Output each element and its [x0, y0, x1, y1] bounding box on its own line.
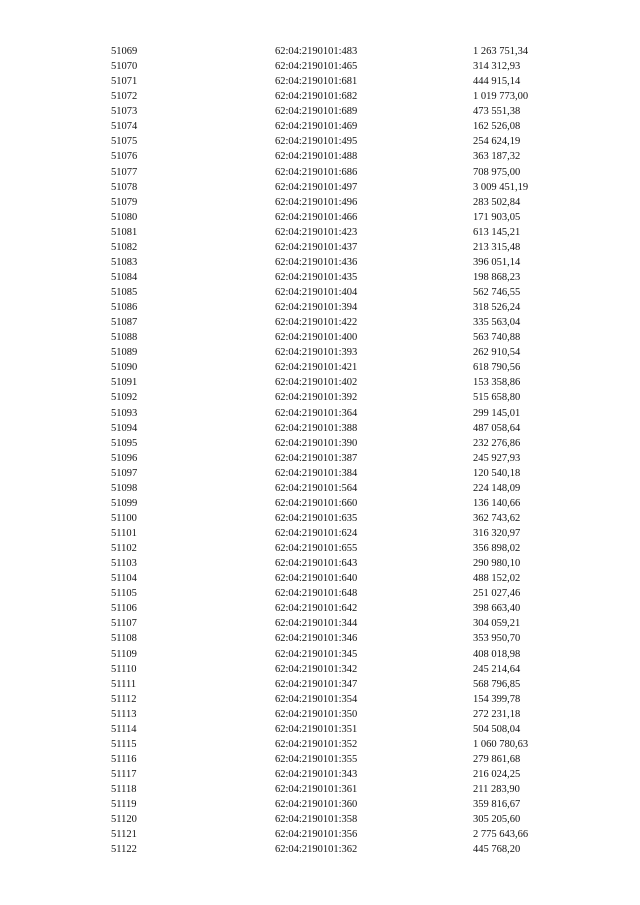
table-row [0, 165, 640, 180]
cadastral-number: 62:04:2190101:682 [275, 91, 358, 103]
cadastral-value: 154 399,78 [473, 693, 521, 705]
cadastral-number: 62:04:2190101:402 [275, 377, 358, 389]
row-number: 51116 [111, 753, 137, 765]
table-row [0, 541, 640, 556]
cadastral-value: 299 145,01 [473, 407, 521, 419]
cadastral-value: 153 358,86 [473, 377, 521, 389]
cadastral-value: 224 148,09 [473, 482, 521, 494]
row-number: 51100 [111, 512, 137, 524]
table-row [0, 59, 640, 74]
table-row [0, 104, 640, 119]
row-number: 51069 [111, 46, 138, 57]
cadastral-value: 136 140,66 [473, 497, 521, 509]
cadastral-number: 62:04:2190101:361 [275, 784, 358, 796]
cadastral-number: 62:04:2190101:564 [275, 482, 358, 494]
table-row [0, 270, 640, 285]
cadastral-number: 62:04:2190101:343 [275, 769, 358, 780]
table-row [0, 285, 640, 300]
table-row [0, 180, 640, 195]
table-row [0, 255, 640, 270]
cadastral-value: 396 051,14 [473, 256, 521, 268]
cadastral-number: 62:04:2190101:681 [275, 76, 358, 88]
cadastral-value: 408 018,98 [473, 648, 521, 660]
table-row [0, 360, 640, 375]
table-row [0, 601, 640, 616]
row-number: 51075 [111, 136, 138, 148]
cadastral-number: 62:04:2190101:355 [275, 753, 358, 765]
cadastral-value: 3 009 451,19 [473, 181, 529, 193]
cadastral-number: 62:04:2190101:347 [275, 678, 358, 690]
cadastral-number: 62:04:2190101:354 [275, 693, 358, 705]
row-number: 51077 [111, 166, 138, 178]
cadastral-value: 1 019 773,00 [473, 91, 529, 103]
cadastral-number: 62:04:2190101:342 [275, 663, 358, 675]
row-number: 51085 [111, 287, 138, 298]
row-number: 51095 [111, 437, 138, 449]
table-row [0, 315, 640, 330]
cadastral-value: 290 980,10 [473, 558, 521, 570]
cadastral-number: 62:04:2190101:660 [275, 497, 358, 509]
table-row [0, 511, 640, 526]
row-number: 51078 [111, 181, 138, 193]
cadastral-number: 62:04:2190101:390 [275, 437, 358, 449]
cadastral-value: 515 658,80 [473, 392, 521, 404]
cadastral-value: 568 796,85 [473, 678, 521, 690]
table-row [0, 827, 640, 842]
row-number: 51092 [111, 392, 138, 404]
cadastral-value: 473 551,38 [473, 106, 521, 118]
row-number: 51076 [111, 151, 138, 163]
row-number: 51081 [111, 226, 138, 238]
cadastral-value: 162 526,08 [473, 121, 521, 133]
cadastral-value: 283 502,84 [473, 196, 521, 208]
table-row [0, 767, 640, 782]
row-number: 51074 [111, 121, 138, 133]
cadastral-number: 62:04:2190101:624 [275, 528, 358, 539]
cadastral-value: 504 508,04 [473, 723, 521, 735]
row-number: 51087 [111, 317, 138, 329]
table-row [0, 752, 640, 767]
table-row [0, 812, 640, 827]
table-row [0, 556, 640, 571]
cadastral-value: 618 790,56 [473, 362, 521, 374]
row-number: 51082 [111, 241, 138, 253]
table-row [0, 722, 640, 737]
cadastral-value: 318 526,24 [473, 302, 521, 314]
cadastral-number: 62:04:2190101:423 [275, 226, 358, 238]
cadastral-number: 62:04:2190101:384 [275, 467, 358, 479]
cadastral-value: 120 540,18 [473, 467, 521, 479]
cadastral-number: 62:04:2190101:350 [275, 708, 358, 720]
cadastral-value: 488 152,02 [473, 573, 521, 585]
cadastral-number: 62:04:2190101:497 [275, 181, 358, 193]
cadastral-value: 613 145,21 [473, 226, 521, 238]
row-number: 51094 [111, 422, 138, 434]
table-row [0, 300, 640, 315]
table-row [0, 451, 640, 466]
table-row [0, 74, 640, 89]
cadastral-value: 305 205,60 [473, 814, 521, 826]
cadastral-value: 304 059,21 [473, 618, 521, 630]
cadastral-number: 62:04:2190101:346 [275, 633, 358, 645]
row-number: 51099 [111, 497, 138, 509]
row-number: 51113 [111, 708, 137, 720]
cadastral-number: 62:04:2190101:635 [275, 512, 358, 524]
row-number: 51103 [111, 558, 137, 570]
row-number: 51073 [111, 106, 138, 118]
table-row [0, 225, 640, 240]
table-row [0, 119, 640, 134]
cadastral-number: 62:04:2190101:643 [275, 558, 358, 570]
row-number: 51106 [111, 603, 137, 615]
table-row [0, 662, 640, 677]
cadastral-number: 62:04:2190101:421 [275, 362, 358, 374]
cadastral-number: 62:04:2190101:495 [275, 136, 358, 148]
cadastral-number: 62:04:2190101:689 [275, 106, 358, 118]
table-row [0, 586, 640, 601]
cadastral-value: 363 187,32 [473, 151, 521, 163]
cadastral-number: 62:04:2190101:392 [275, 392, 358, 404]
row-number: 51089 [111, 347, 138, 359]
cadastral-number: 62:04:2190101:400 [275, 332, 358, 344]
cadastral-number: 62:04:2190101:344 [275, 618, 358, 630]
cadastral-number: 62:04:2190101:394 [275, 302, 358, 314]
row-number: 51070 [111, 61, 138, 73]
row-number: 51108 [111, 633, 137, 645]
cadastral-number: 62:04:2190101:436 [275, 256, 358, 268]
table-row [0, 210, 640, 225]
table-row [0, 842, 640, 857]
table-row [0, 406, 640, 421]
row-number: 51115 [111, 738, 137, 750]
cadastral-number: 62:04:2190101:351 [275, 723, 358, 735]
cadastral-number: 62:04:2190101:648 [275, 588, 358, 600]
cadastral-number: 62:04:2190101:422 [275, 317, 358, 329]
row-number: 51112 [111, 693, 137, 705]
table-row [0, 677, 640, 692]
cadastral-value: 216 024,25 [473, 769, 521, 780]
row-number: 51119 [111, 799, 137, 811]
row-number: 51104 [111, 573, 137, 585]
cadastral-value: 398 663,40 [473, 603, 521, 615]
row-number: 51080 [111, 211, 138, 223]
cadastral-number: 62:04:2190101:404 [275, 287, 358, 298]
cadastral-value: 708 975,00 [473, 166, 521, 178]
cadastral-value: 251 027,46 [473, 588, 521, 600]
row-number: 51118 [111, 784, 137, 796]
cadastral-number: 62:04:2190101:393 [275, 347, 358, 359]
cadastral-value: 487 058,64 [473, 422, 521, 434]
table-row [0, 526, 640, 541]
cadastral-value-table [0, 44, 640, 857]
table-row [0, 782, 640, 797]
cadastral-number: 62:04:2190101:488 [275, 151, 358, 163]
row-number: 51109 [111, 648, 137, 660]
cadastral-number: 62:04:2190101:469 [275, 121, 358, 133]
cadastral-number: 62:04:2190101:387 [275, 452, 358, 464]
row-number: 51101 [111, 528, 137, 539]
cadastral-number: 62:04:2190101:352 [275, 738, 358, 750]
table-row [0, 134, 640, 149]
row-number: 51096 [111, 452, 138, 464]
cadastral-value: 262 910,54 [473, 347, 521, 359]
table-row [0, 44, 640, 59]
cadastral-value: 171 903,05 [473, 211, 521, 223]
table-row [0, 149, 640, 164]
row-number: 51105 [111, 588, 137, 600]
row-number: 51090 [111, 362, 138, 374]
table-row [0, 345, 640, 360]
cadastral-value: 1 060 780,63 [473, 738, 529, 750]
row-number: 51098 [111, 482, 138, 494]
cadastral-number: 62:04:2190101:437 [275, 241, 358, 253]
table-row [0, 195, 640, 210]
cadastral-number: 62:04:2190101:466 [275, 211, 358, 223]
row-number: 51107 [111, 618, 137, 630]
table-row [0, 330, 640, 345]
row-number: 51110 [111, 663, 137, 675]
cadastral-value: 314 312,93 [473, 61, 521, 73]
table-row [0, 707, 640, 722]
row-number: 51102 [111, 543, 137, 555]
cadastral-number: 62:04:2190101:435 [275, 271, 358, 283]
cadastral-value: 316 320,97 [473, 528, 521, 539]
cadastral-number: 62:04:2190101:686 [275, 166, 358, 178]
table-row [0, 647, 640, 662]
cadastral-value: 562 746,55 [473, 287, 521, 298]
table-row [0, 421, 640, 436]
row-number: 51111 [111, 678, 137, 690]
cadastral-number: 62:04:2190101:640 [275, 573, 358, 585]
cadastral-value: 272 231,18 [473, 708, 521, 720]
cadastral-value: 362 743,62 [473, 512, 521, 524]
row-number: 51072 [111, 91, 138, 103]
table-row [0, 616, 640, 631]
table-row [0, 737, 640, 752]
cadastral-number: 62:04:2190101:360 [275, 799, 358, 811]
cadastral-value: 198 868,23 [473, 271, 521, 283]
row-number: 51079 [111, 196, 138, 208]
table-row [0, 631, 640, 646]
cadastral-value: 356 898,02 [473, 543, 521, 555]
cadastral-value: 563 740,88 [473, 332, 521, 344]
cadastral-number: 62:04:2190101:358 [275, 814, 358, 826]
cadastral-value: 2 775 643,66 [473, 829, 529, 841]
cadastral-number: 62:04:2190101:496 [275, 196, 358, 208]
cadastral-value: 245 927,93 [473, 452, 521, 464]
cadastral-value: 353 950,70 [473, 633, 521, 645]
row-number: 51083 [111, 256, 138, 268]
cadastral-value: 279 861,68 [473, 753, 521, 765]
cadastral-number: 62:04:2190101:362 [275, 844, 358, 856]
row-number: 51091 [111, 377, 138, 389]
table-row [0, 571, 640, 586]
row-number: 51088 [111, 332, 138, 344]
cadastral-number: 62:04:2190101:364 [275, 407, 358, 419]
cadastral-number: 62:04:2190101:388 [275, 422, 358, 434]
table-row [0, 436, 640, 451]
table-row [0, 481, 640, 496]
cadastral-value: 359 816,67 [473, 799, 521, 811]
row-number: 51121 [111, 829, 137, 841]
cadastral-value: 245 214,64 [473, 663, 521, 675]
cadastral-value: 445 768,20 [473, 844, 521, 856]
cadastral-number: 62:04:2190101:483 [275, 46, 358, 57]
table-row [0, 240, 640, 255]
cadastral-number: 62:04:2190101:642 [275, 603, 358, 615]
cadastral-number: 62:04:2190101:465 [275, 61, 358, 73]
row-number: 51093 [111, 407, 138, 419]
cadastral-value: 254 624,19 [473, 136, 521, 148]
cadastral-number: 62:04:2190101:655 [275, 543, 358, 555]
table-row [0, 89, 640, 104]
table-row [0, 466, 640, 481]
cadastral-value: 211 283,90 [473, 784, 520, 796]
row-number: 51071 [111, 76, 138, 88]
row-number: 51120 [111, 814, 137, 826]
row-number: 51084 [111, 271, 138, 283]
row-number: 51117 [111, 769, 137, 780]
row-number: 51114 [111, 723, 137, 735]
row-number: 51097 [111, 467, 138, 479]
table-row [0, 692, 640, 707]
table-row [0, 496, 640, 511]
cadastral-number: 62:04:2190101:356 [275, 829, 358, 841]
cadastral-value: 335 563,04 [473, 317, 521, 329]
table-row [0, 390, 640, 405]
cadastral-value: 213 315,48 [473, 241, 521, 253]
row-number: 51086 [111, 302, 138, 314]
cadastral-value: 232 276,86 [473, 437, 521, 449]
cadastral-number: 62:04:2190101:345 [275, 648, 358, 660]
cadastral-value: 444 915,14 [473, 76, 521, 88]
cadastral-value: 1 263 751,34 [473, 46, 529, 57]
table-row [0, 797, 640, 812]
row-number: 51122 [111, 844, 137, 856]
table-row [0, 375, 640, 390]
